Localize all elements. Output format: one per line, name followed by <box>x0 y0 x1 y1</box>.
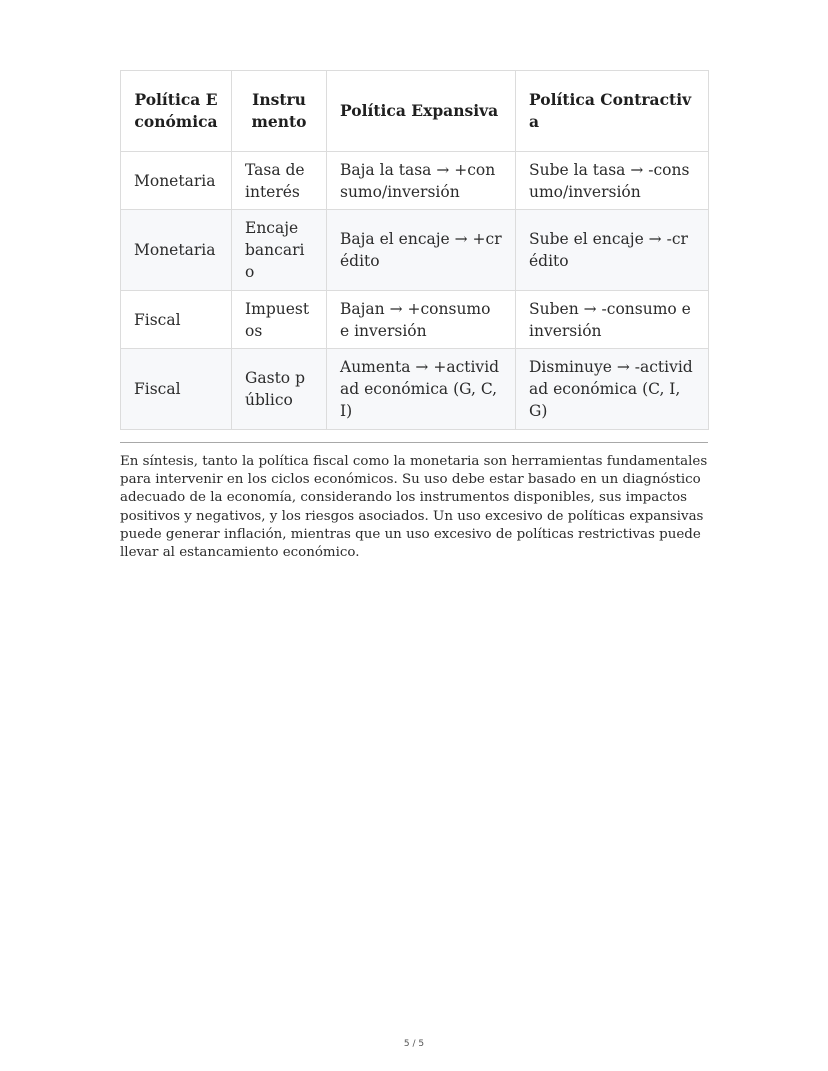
summary-paragraph: En síntesis, tanto la política fiscal como la monetaria son herramientas fundamentales para intervenir en los ciclos económicos. Su uso debe estar basado en un diagnóstico adecuado de la economía, considerando los instrumentos disponibles, sus impactos positivos y negativos, y los riesgos asociados. Un uso excesivo de políticas expansivas puede generar inflación, mientras que un uso excesivo de políticas restrictivas puede llevar al estancamiento económico. <box>120 454 708 561</box>
table-row <box>121 291 709 349</box>
cell-instrument: Encaje bancario <box>232 210 327 291</box>
header-politica-economica: Política Económica <box>121 71 232 152</box>
policy-comparison-table <box>120 70 709 430</box>
table-row <box>121 349 709 430</box>
cell-policy-type: Monetaria <box>121 152 232 210</box>
cell-instrument: Gasto público <box>232 349 327 430</box>
cell-instrument: Impuestos <box>232 291 327 349</box>
horizontal-divider <box>120 442 708 443</box>
cell-contractive: Disminuye → -actividad económica (C, I, G) <box>516 349 709 430</box>
table-row <box>121 210 709 291</box>
cell-policy-type: Fiscal <box>121 349 232 430</box>
header-politica-expansiva: Política Expansiva <box>327 71 516 152</box>
header-instrumento: Instrumento <box>232 71 327 152</box>
table-header-row <box>121 71 709 152</box>
cell-policy-type: Fiscal <box>121 291 232 349</box>
header-politica-contractiva: Política Contractiva <box>516 71 709 152</box>
table-row <box>121 152 709 210</box>
cell-contractive: Suben → -consumo e inversión <box>516 291 709 349</box>
cell-policy-type: Monetaria <box>121 210 232 291</box>
cell-expansive: Baja el encaje → +crédito <box>327 210 516 291</box>
cell-contractive: Sube el encaje → -crédito <box>516 210 709 291</box>
cell-expansive: Bajan → +consumo e inversión <box>327 291 516 349</box>
page-number: 5 / 5 <box>403 1039 425 1049</box>
cell-expansive: Baja la tasa → +consumo/inversión <box>327 152 516 210</box>
cell-contractive: Sube la tasa → -consumo/inversión <box>516 152 709 210</box>
cell-expansive: Aumenta → +actividad económica (G, C, I) <box>327 349 516 430</box>
cell-instrument: Tasa de interés <box>232 152 327 210</box>
